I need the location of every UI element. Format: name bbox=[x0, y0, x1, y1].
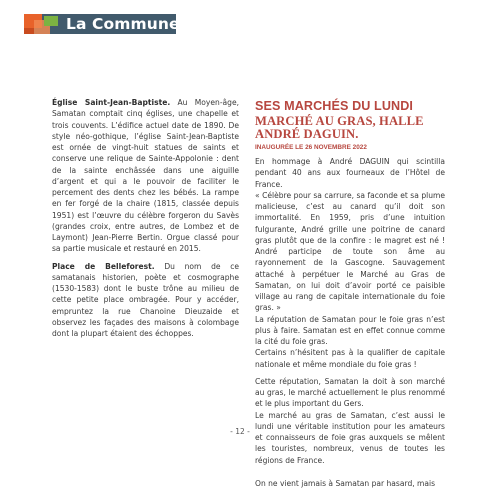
paragraph-text: Du nom de ce samatanais historien, poète et cosmographe (1530-1583) dont le buste trône au milieu de cette petite place ombragée. Pour y accéder, empruntez la rue Chanoine Dieuzaide et observez les façades des maisons à colombage dont la plupart étaient des échoppes. bbox=[52, 261, 239, 338]
body-paragraph: En hommage à André DAGUIN qui scintilla pendant 40 ans aux fourneaux de l’Hôtel de France. bbox=[255, 157, 445, 189]
paragraph-lead: Église Saint-Jean-Baptiste. bbox=[52, 98, 171, 107]
article-title: MARCHÉ AU GRAS, HALLE ANDRÉ DAGUIN. bbox=[255, 114, 424, 141]
paragraph-belleforest bbox=[52, 261, 239, 340]
quote-paragraph: « Célèbre pour sa carrure, sa faconde et sa plume malicieuse, c’est au canard qu’il doit son immortalité. En 1959, pris d’une intuition fulgurante, André grille une poitrine de canard gras plutôt que de la confire : le magret est né ! André participe de toute son âme au rayonnement de la Gascogne. Sauvagement attaché à perpétuer le Marché au Gras de Samatan, on lui doit d’avoir porté ce paisible village au rang de capitale internationale du foie gras. » bbox=[255, 190, 445, 313]
paragraph-eglise bbox=[52, 97, 239, 255]
body-paragraph: Le marché au gras de Samatan, c’est aussi le lundi une véritable institution pour les amateurs et connaisseurs de foie gras auxquels se mêlent les touristes, nombreux, venus de toutes les régions de France. bbox=[255, 410, 445, 465]
commune-logo-icon bbox=[24, 14, 68, 34]
markets-title: SES MARCHÉS DU LUNDI bbox=[255, 99, 414, 113]
body-paragraph: La réputation de Samatan pour le foie gras n’est plus à faire. Samatan est en effet connue comme la cité du foie gras. bbox=[255, 314, 445, 346]
article-subtitle: INAUGURÉE LE 26 NOVEMBRE 2022 bbox=[255, 144, 367, 151]
body-paragraph: Certains n’hésitent pas à la qualifier de capitale nationale et même mondiale du foie gras ! bbox=[255, 348, 445, 369]
section-title: La Commune bbox=[66, 15, 180, 33]
paragraph-lead: Place de Belleforest. bbox=[52, 261, 155, 271]
body-paragraph: Cette réputation, Samatan la doit à son marché au gras, le marché actuellement le plus renommé et le plus important du Gers. bbox=[255, 376, 445, 409]
paragraph-text: Au Moyen-âge, Samatan comptait cinq églises, une chapelle et trois couvents. L’édifice actuel date de 1890. De style néo-gothique, l’église Saint-Jean-Baptiste est ornée de vingt-huit statues de saints et conserve une relique de Sainte-Appolonie : dent de la sainte enchâssée dans une aiguille d’argent et qui a le pouvoir de faciliter le percement des dents chez les bébés. La rampe en fer forgé de la chaire (1815, classée depuis 1951) est l’œuvre du célèbre forgeron du Savès (grandes croix, entre autres, de Lombez et de Laymont) Jean-Pierre Bertin. Orgue classé pour sa partie musicale et restauré en 2015. bbox=[52, 98, 239, 254]
left-column bbox=[52, 97, 239, 339]
page-number: - 12 - bbox=[230, 427, 250, 436]
body-paragraph: On ne vient jamais à Samatan par hasard, mais bbox=[255, 478, 436, 488]
